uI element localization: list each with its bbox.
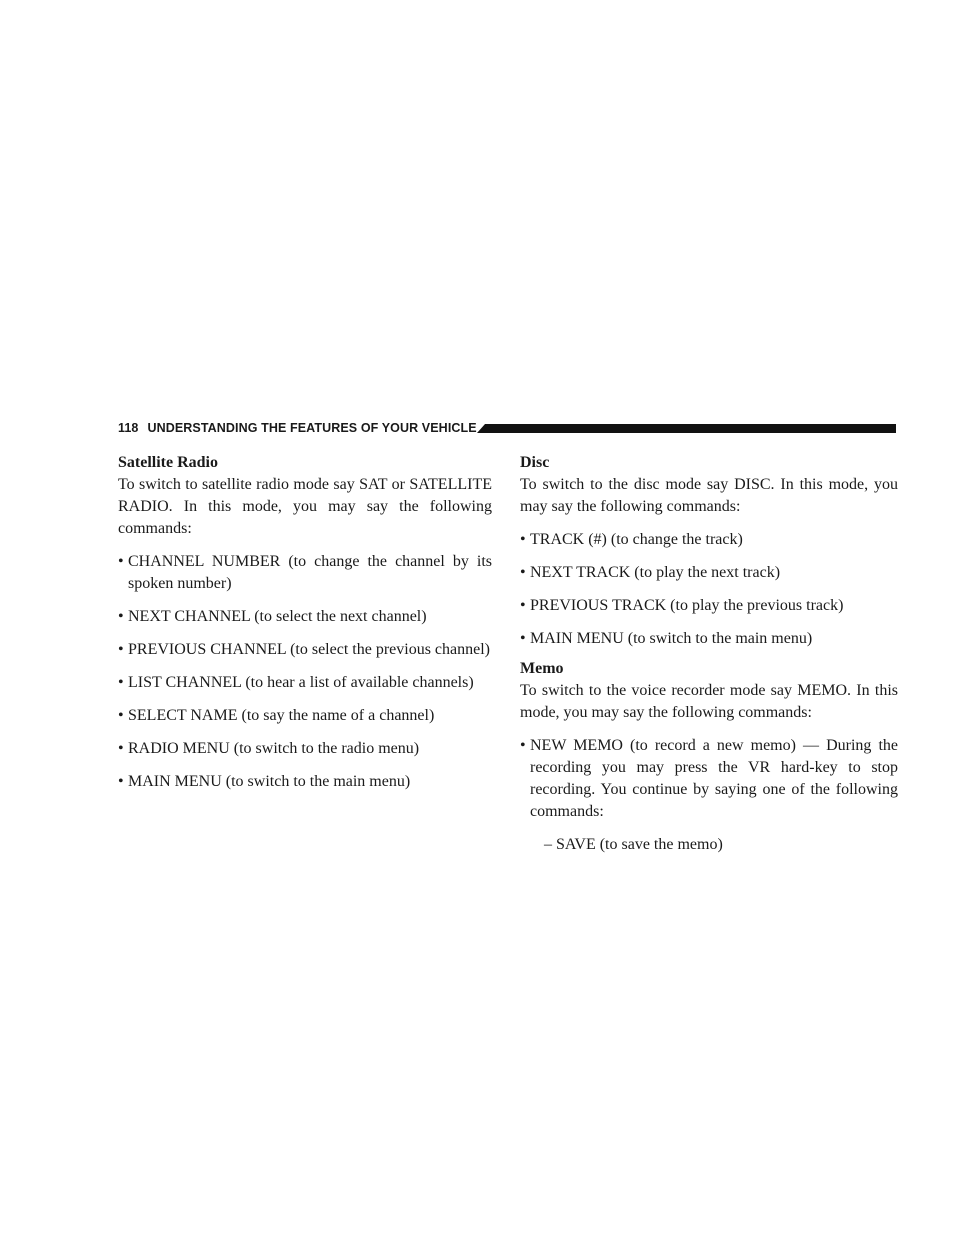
list-item: • TRACK (#) (to change the track)	[520, 529, 898, 551]
bullet-icon: •	[520, 737, 526, 754]
list-item: • PREVIOUS CHANNEL (to select the previous channel)	[118, 639, 492, 661]
bullet-icon: •	[118, 773, 124, 790]
memo-sub-item-save: – SAVE (to save the memo)	[544, 836, 723, 853]
list-item: • NEXT TRACK (to play the next track)	[520, 562, 898, 584]
memo-commands	[520, 735, 898, 823]
bullet-icon: •	[520, 531, 526, 548]
bullet-icon: •	[520, 630, 526, 647]
list-item: • RADIO MENU (to switch to the radio menu)	[118, 738, 492, 760]
list-item: • SELECT NAME (to say the name of a channel)	[118, 705, 492, 727]
bullet-icon: •	[118, 608, 124, 625]
left-column	[118, 452, 492, 793]
list-item: • NEW MEMO (to record a new memo) — During the recording you may press the VR hard-key to stop recording. You continue by saying one of the following commands:	[520, 737, 898, 820]
disc-intro: To switch to the disc mode say DISC. In this mode, you may say the following commands:	[520, 476, 898, 515]
list-item: • CHANNEL NUMBER (to change the channel by its spoken number)	[118, 553, 492, 592]
section-title: UNDERSTANDING THE FEATURES OF YOUR VEHICLE	[147, 421, 477, 435]
bullet-icon: •	[118, 707, 124, 724]
header-rule	[485, 424, 896, 433]
heading-disc: Disc	[520, 454, 550, 471]
list-item: • LIST CHANNEL (to hear a list of available channels)	[118, 672, 492, 694]
page-number: 118	[118, 421, 139, 435]
bullet-icon: •	[520, 597, 526, 614]
list-item: • PREVIOUS TRACK (to play the previous track)	[520, 595, 898, 617]
disc-commands	[520, 529, 898, 650]
bullet-icon: •	[118, 553, 124, 570]
list-item: • NEXT CHANNEL (to select the next channel)	[118, 606, 492, 628]
satellite-radio-commands	[118, 551, 492, 793]
bullet-icon: •	[118, 641, 124, 658]
right-column	[520, 452, 898, 856]
page-header	[118, 418, 896, 438]
list-item: • MAIN MENU (to switch to the main menu)	[118, 771, 492, 793]
memo-intro: To switch to the voice recorder mode say MEMO. In this mode, you may say the following commands:	[520, 682, 898, 721]
bullet-icon: •	[118, 674, 124, 691]
heading-satellite-radio: Satellite Radio	[118, 454, 218, 471]
bullet-icon: •	[118, 740, 124, 757]
heading-memo: Memo	[520, 660, 564, 677]
bullet-icon: •	[520, 564, 526, 581]
satellite-radio-intro: To switch to satellite radio mode say SAT or SATELLITE RADIO. In this mode, you may say the following commands:	[118, 476, 492, 537]
list-item: • MAIN MENU (to switch to the main menu)	[520, 628, 898, 650]
